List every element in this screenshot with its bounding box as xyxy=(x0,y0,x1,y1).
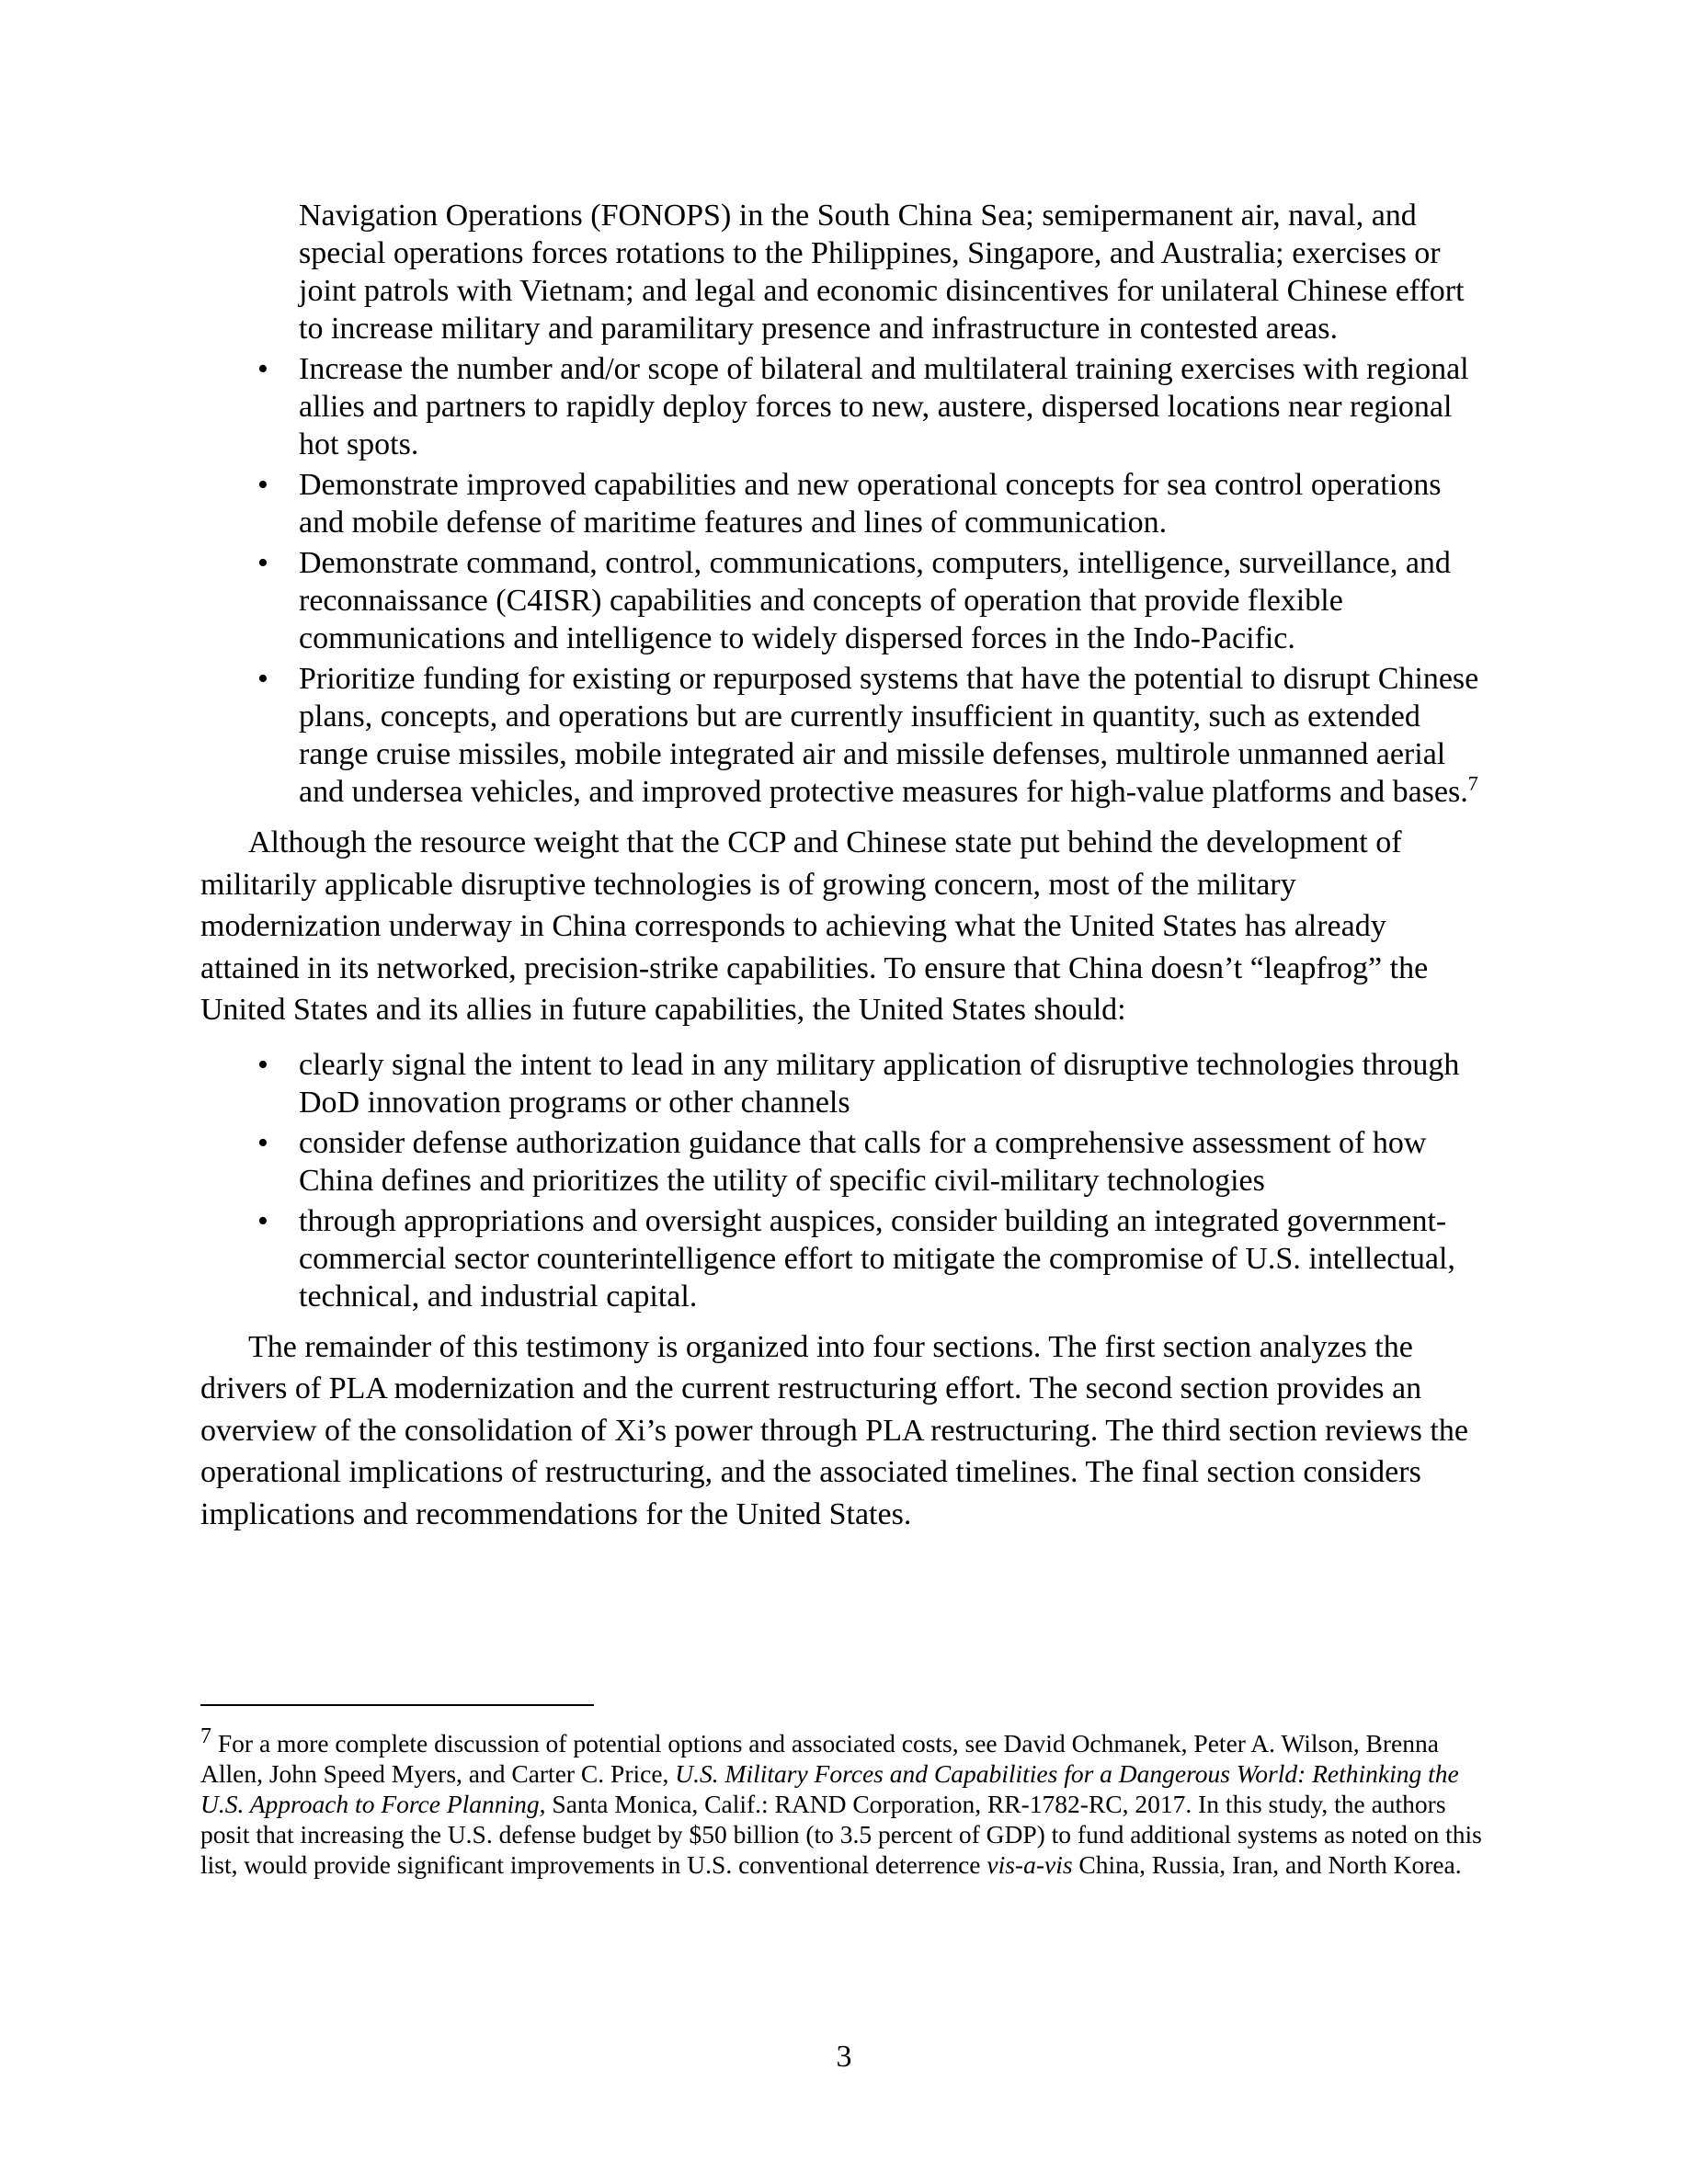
bullet-icon: • xyxy=(257,546,268,580)
bullet-icon: • xyxy=(257,1047,268,1082)
page-number: 3 xyxy=(836,2040,852,2074)
list-item-text: Increase the number and/or scope of bilateral and multilateral training exercises with regional allies and partners to rapidly deploy forces to new, austere, dispersed locations near regional hot spots. xyxy=(299,352,1469,461)
recommendation-list-us xyxy=(200,1046,1483,1315)
footnote xyxy=(200,1723,1483,1880)
footnote-number: 7 xyxy=(200,1723,211,1748)
list-item-text: Demonstrate improved capabilities and new operational concepts for sea control operations and mobile defense of maritime features and lines of communication. xyxy=(299,468,1442,540)
bullet-continuation-text: Navigation Operations (FONOPS) in the South China Sea; semipermanent air, naval, and special operations forces rotations to the Philippines, Singapore, and Australia; exercises or joint patrols with Vietnam; and legal and economic disincentives for unilateral Chinese effort to increase military and paramilitary presence and infrastructure in contested areas. xyxy=(299,199,1465,346)
body-paragraph: Although the resource weight that the CCP and Chinese state put behind the development of militarily applicable disruptive technologies is of growing concern, most of the military modernization underway in China corresponds to achieving what the United States has already attained in its networked, precision-strike capabilities. To ensure that China doesn’t “leapfrog” the United States and its allies in future capabilities, the United States should: xyxy=(200,825,1429,1027)
bullet-icon: • xyxy=(257,1203,268,1238)
list-item xyxy=(200,466,1483,541)
list-item xyxy=(200,1124,1483,1200)
bullet-icon: • xyxy=(257,662,268,696)
list-item-text: Demonstrate command, control, communications, computers, intelligence, surveillance, and reconnaissance (C4ISR) capabilities and concepts of operation that provide flexible communications and intelligence to widely dispersed forces in the Indo-Pacific. xyxy=(299,546,1451,655)
footnote-text-after: China, Russia, Iran, and North Korea. xyxy=(1072,1850,1462,1879)
list-item-text: clearly signal the intent to lead in any military application of disruptive technologies through DoD innovation programs or other channels xyxy=(299,1047,1460,1120)
bullet-icon: • xyxy=(257,352,268,386)
body-paragraph: The remainder of this testimony is organized into four sections. The first section analyzes the drivers of PLA modernization and the current restructuring effort. The second section provides an overview of the consolidation of Xi’s power through PLA restructuring. The third section reviews the operational implications of restructuring, and the associated timelines. The final section considers implications and recommendations for the United States. xyxy=(200,1329,1468,1531)
list-item xyxy=(200,660,1483,811)
document-body xyxy=(200,197,1483,1535)
list-item xyxy=(200,1202,1483,1315)
footnote-divider xyxy=(200,1704,594,1706)
list-item-text: through appropriations and oversight auspices, consider building an integrated government-commercial sector counterintelligence effort to mitigate the compromise of U.S. intellectual, technical, and industrial capital. xyxy=(299,1203,1455,1314)
recommendation-list xyxy=(200,350,1483,811)
footnote-text-middle: Santa Monica, Calif.: RAND Corporation, RR-1782-RC, 2017. In this study, the authors posit that increasing the U.S. defense budget by $50 billion (to 3.5 percent of GDP) to fund additional systems as noted on this list, would provide significant improvements in U.S. conventional deterrence xyxy=(200,1790,1482,1879)
list-item xyxy=(200,1046,1483,1121)
bullet-icon: • xyxy=(257,1125,268,1160)
list-item-text: Prioritize funding for existing or repurposed systems that have the potential to disrupt Chinese plans, concepts, and operations but are currently insufficient in quantity, such as extended range cruise missiles, mobile integrated air and missile defenses, multirole unmanned aerial and undersea vehicles, and improved protective measures for high-value platforms and bases. xyxy=(299,662,1479,809)
footnote-reference[interactable]: 7 xyxy=(1467,771,1478,795)
list-item-text: consider defense authorization guidance that calls for a comprehensive assessment of how China defines and prioritizes the utility of specific civil-military technologies xyxy=(299,1125,1427,1198)
footnote-italic-phrase: vis-a-vis xyxy=(987,1850,1073,1879)
footnote-text-before: For a more complete discussion of potential options and associated costs, see David Ochmanek, Peter A. Wilson, Brenna Allen, John Speed Myers, and Carter C. Price, xyxy=(200,1729,1439,1788)
bullet-icon: • xyxy=(257,468,268,502)
list-item xyxy=(200,544,1483,657)
list-item xyxy=(200,350,1483,463)
footnote-cited-title: U.S. Military Forces and Capabilities for a Dangerous World: Rethinking the U.S. Approach to Force Planning, xyxy=(200,1759,1459,1818)
